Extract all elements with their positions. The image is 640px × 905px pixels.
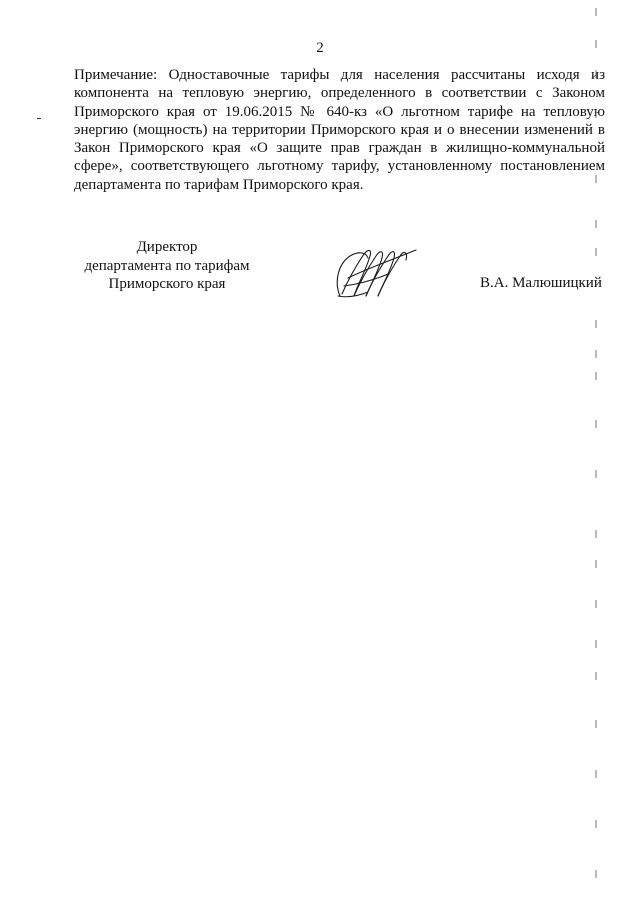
scan-speck [37, 118, 41, 119]
page-number: 2 [316, 40, 324, 56]
signer-position-line-1: Директор [136, 239, 198, 255]
note-paragraph: Примечание: Одноставочные тарифы для населения рассчитаны исходя из компонента на тепловую энергию, определенного в соответствии с Законом Приморского края от 19.06.2015 № 640-кз «О льготном тарифе на тепловую энергию (мощность) на территории Приморского края и о внесении изменений в Закон Приморского края «О защите прав граждан в жилищно-коммунальной сфере», соответствующего льготному тарифу, установленному постановлением департамента по тарифам Приморского края. [74, 67, 605, 193]
signer-name: В.А. Малюшицкий [480, 275, 602, 291]
scan-edge-marks [592, 0, 600, 905]
signer-position-line-2: департамента по тарифам [84, 257, 250, 274]
handwritten-signature [328, 240, 420, 302]
signer-position [72, 238, 262, 294]
signer-position-line-3: Приморского края [108, 276, 226, 292]
